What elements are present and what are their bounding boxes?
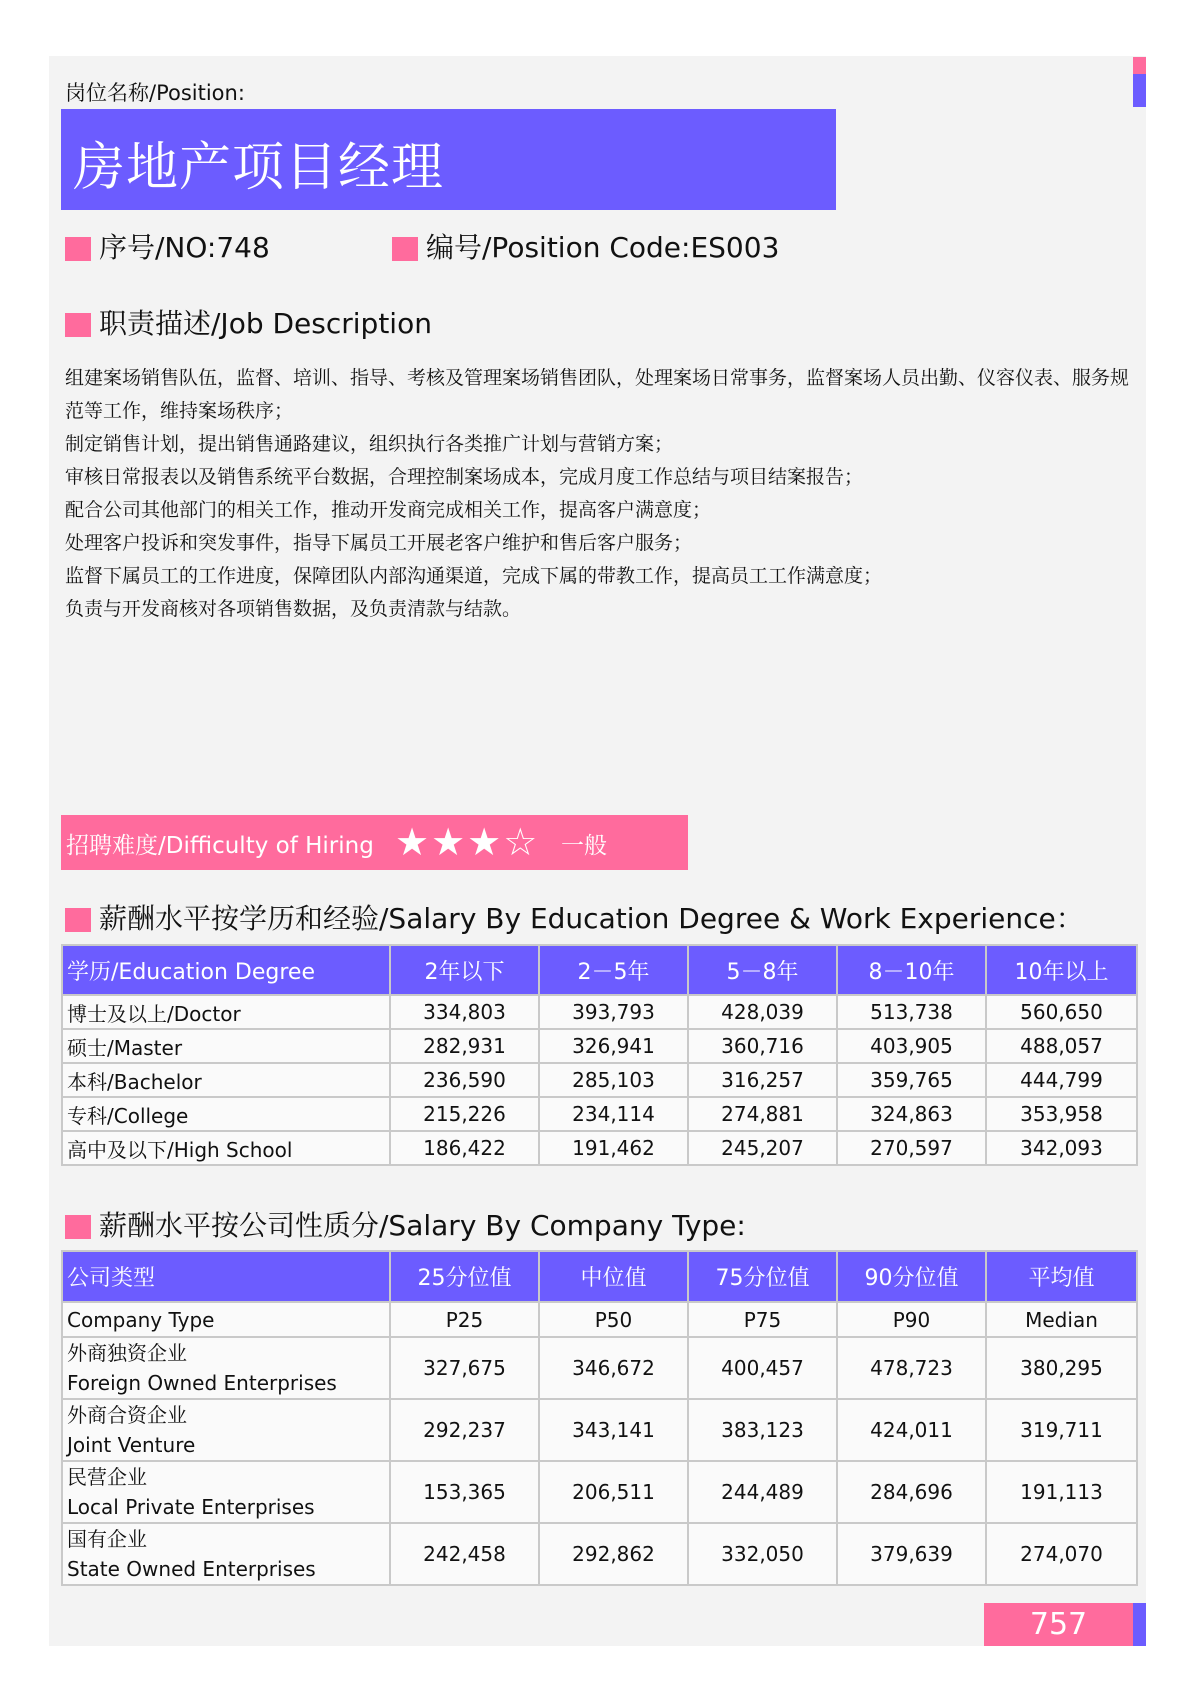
column-header: 公司类型 xyxy=(62,1251,390,1302)
table-row xyxy=(62,995,1137,1029)
job-description-heading: 职责描述/Job Description xyxy=(65,302,432,342)
table-cell: 342,093 xyxy=(986,1131,1137,1165)
table-cell: 245,207 xyxy=(688,1131,837,1165)
column-header: 90分位值 xyxy=(837,1251,986,1302)
row-label: 本科/Bachelor xyxy=(62,1063,390,1097)
description-line: 监督下属员工的工作进度，保障团队内部沟通渠道，完成下属的带教工作，提高员工工作满意度； xyxy=(65,565,883,587)
table-cell: 334,803 xyxy=(390,995,539,1029)
table-cell: 282,931 xyxy=(390,1029,539,1063)
table-cell: 393,793 xyxy=(539,995,688,1029)
table-subheader-row xyxy=(62,1302,1137,1337)
position-code-text: 编号/Position Code:ES003 xyxy=(426,231,780,264)
table-cell: 513,738 xyxy=(837,995,986,1029)
column-header: 平均值 xyxy=(986,1251,1137,1302)
column-header: 25分位值 xyxy=(390,1251,539,1302)
description-line: 审核日常报表以及销售系统平台数据，合理控制案场成本，完成月度工作总结与项目结案报告； xyxy=(65,466,864,488)
table-row xyxy=(62,1029,1137,1063)
column-header: 8－10年 xyxy=(837,945,986,995)
row-label: 硕士/Master xyxy=(62,1029,390,1063)
difficulty-text: 一般 xyxy=(561,833,607,859)
bullet-square xyxy=(65,237,91,261)
table-cell: 444,799 xyxy=(986,1063,1137,1097)
row-label: 外商独资企业 Foreign Owned Enterprises xyxy=(62,1337,390,1399)
position-code xyxy=(392,226,779,266)
star-rating-icon: ★★★☆ xyxy=(395,820,540,864)
table-cell: 274,881 xyxy=(688,1097,837,1131)
bullet-square xyxy=(65,1215,91,1239)
corner-accent-pink xyxy=(1133,57,1146,74)
job-description-body xyxy=(65,362,1140,626)
page-number-accent xyxy=(1133,1603,1146,1646)
table-cell: 383,123 xyxy=(688,1399,837,1461)
row-label: Company Type xyxy=(62,1302,390,1337)
table-cell: 424,011 xyxy=(837,1399,986,1461)
table-cell: 327,675 xyxy=(390,1337,539,1399)
row-label: 民营企业 Local Private Enterprises xyxy=(62,1461,390,1523)
table-cell: P75 xyxy=(688,1302,837,1337)
table-row xyxy=(62,1461,1137,1523)
table-cell: 560,650 xyxy=(986,995,1137,1029)
table-cell: 244,489 xyxy=(688,1461,837,1523)
column-header: 学历/Education Degree xyxy=(62,945,390,995)
serial-number-text: 序号/NO:748 xyxy=(99,231,270,264)
table-header-row xyxy=(62,945,1137,995)
table-row xyxy=(62,1097,1137,1131)
serial-number xyxy=(65,226,270,266)
table-cell: P50 xyxy=(539,1302,688,1337)
table-row xyxy=(62,1337,1137,1399)
table-cell: Median xyxy=(986,1302,1137,1337)
table-cell: 400,457 xyxy=(688,1337,837,1399)
table-cell: 285,103 xyxy=(539,1063,688,1097)
table-cell: 191,113 xyxy=(986,1461,1137,1523)
page-number: 757 xyxy=(984,1603,1133,1646)
row-label: 外商合资企业 Joint Venture xyxy=(62,1399,390,1461)
table-cell: 153,365 xyxy=(390,1461,539,1523)
table-row xyxy=(62,1399,1137,1461)
table-cell: 242,458 xyxy=(390,1523,539,1585)
salary-edu-heading: 薪酬水平按学历和经验/Salary By Education Degree & Work Experience： xyxy=(65,897,1084,937)
table-cell: 343,141 xyxy=(539,1399,688,1461)
description-line: 配合公司其他部门的相关工作，推动开发商完成相关工作，提高客户满意度； xyxy=(65,499,712,521)
table-cell: 346,672 xyxy=(539,1337,688,1399)
table-cell: 236,590 xyxy=(390,1063,539,1097)
description-line: 组建案场销售队伍，监督、培训、指导、考核及管理案场销售团队，处理案场日常事务，监督案场人员出勤、仪容仪表、服务规范等工作，维持案场秩序； xyxy=(65,367,1130,422)
column-header: 10年以上 xyxy=(986,945,1137,995)
row-label: 博士及以上/Doctor xyxy=(62,995,390,1029)
table-cell: 428,039 xyxy=(688,995,837,1029)
table-cell: 359,765 xyxy=(837,1063,986,1097)
description-line: 处理客户投诉和突发事件，指导下属员工开展老客户维护和售后客户服务； xyxy=(65,532,693,554)
table-cell: 326,941 xyxy=(539,1029,688,1063)
table-cell: 234,114 xyxy=(539,1097,688,1131)
table-cell: 488,057 xyxy=(986,1029,1137,1063)
row-label: 专科/College xyxy=(62,1097,390,1131)
description-line: 负责与开发商核对各项销售数据，及负责清款与结款。 xyxy=(65,598,522,620)
column-header: 75分位值 xyxy=(688,1251,837,1302)
table-row xyxy=(62,1523,1137,1585)
table-cell: 380,295 xyxy=(986,1337,1137,1399)
table-cell: 353,958 xyxy=(986,1097,1137,1131)
column-header: 2－5年 xyxy=(539,945,688,995)
table-cell: 274,070 xyxy=(986,1523,1137,1585)
row-label: 国有企业 State Owned Enterprises xyxy=(62,1523,390,1585)
difficulty-label: 招聘难度/Difficulty of Hiring xyxy=(66,833,374,859)
salary-by-education-table xyxy=(61,944,1138,1166)
table-cell: 324,863 xyxy=(837,1097,986,1131)
bullet-square xyxy=(65,313,91,337)
table-cell: 316,257 xyxy=(688,1063,837,1097)
salary-by-company-table xyxy=(61,1250,1138,1586)
table-cell: 292,237 xyxy=(390,1399,539,1461)
bullet-square xyxy=(392,237,418,261)
page-title: 房地产项目经理 xyxy=(73,138,445,198)
table-row xyxy=(62,1063,1137,1097)
table-cell: 206,511 xyxy=(539,1461,688,1523)
table-cell: 191,462 xyxy=(539,1131,688,1165)
table-cell: 379,639 xyxy=(837,1523,986,1585)
table-cell: 332,050 xyxy=(688,1523,837,1585)
table-cell: 284,696 xyxy=(837,1461,986,1523)
table-cell: P25 xyxy=(390,1302,539,1337)
table-cell: P90 xyxy=(837,1302,986,1337)
table-cell: 215,226 xyxy=(390,1097,539,1131)
table-row xyxy=(62,1131,1137,1165)
column-header: 中位值 xyxy=(539,1251,688,1302)
column-header: 5－8年 xyxy=(688,945,837,995)
table-header-row xyxy=(62,1251,1137,1302)
column-header: 2年以下 xyxy=(390,945,539,995)
salary-company-heading: 薪酬水平按公司性质分/Salary By Company Type: xyxy=(65,1204,746,1244)
table-cell: 186,422 xyxy=(390,1131,539,1165)
corner-accent-purple xyxy=(1133,74,1146,107)
table-cell: 478,723 xyxy=(837,1337,986,1399)
table-cell: 270,597 xyxy=(837,1131,986,1165)
title-banner xyxy=(61,109,836,210)
table-cell: 360,716 xyxy=(688,1029,837,1063)
position-label: 岗位名称/Position: xyxy=(65,81,245,105)
table-cell: 403,905 xyxy=(837,1029,986,1063)
difficulty-banner xyxy=(61,815,688,870)
table-cell: 292,862 xyxy=(539,1523,688,1585)
row-label: 高中及以下/High School xyxy=(62,1131,390,1165)
table-cell: 319,711 xyxy=(986,1399,1137,1461)
bullet-square xyxy=(65,908,91,932)
description-line: 制定销售计划，提出销售通路建议，组织执行各类推广计划与营销方案； xyxy=(65,433,674,455)
